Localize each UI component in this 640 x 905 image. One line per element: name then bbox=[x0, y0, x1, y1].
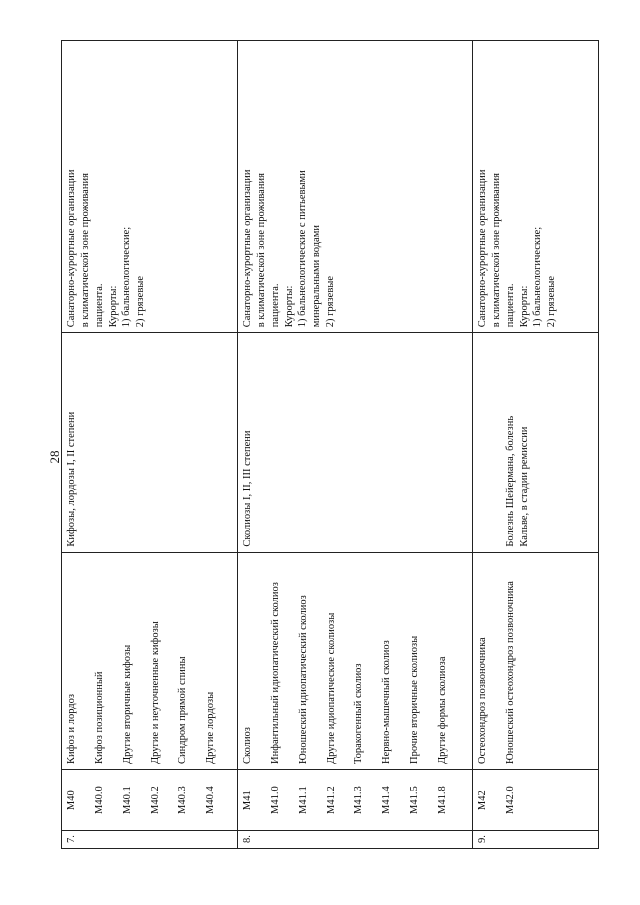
icd-code: M40.1 bbox=[121, 786, 133, 815]
diagnosis-name-cell bbox=[473, 552, 599, 769]
row-number-cell bbox=[473, 831, 599, 849]
line-spacer bbox=[255, 558, 269, 764]
resort-text: в климатической зоне проживания bbox=[79, 173, 91, 328]
line-spacer bbox=[422, 775, 436, 825]
icd-code: M40.2 bbox=[149, 786, 161, 815]
line-spacer bbox=[490, 338, 504, 546]
icd-code: M41.1 bbox=[297, 786, 309, 815]
resort-text: Санаторно-курортные организации bbox=[66, 169, 77, 328]
line-spacer bbox=[162, 558, 176, 764]
condition-text: Кальве, в стадии ремиссии bbox=[518, 426, 530, 547]
condition-cell bbox=[62, 333, 238, 552]
icd-code: M40.3 bbox=[177, 786, 189, 815]
condition-text: Сколиозы I, II, III степени bbox=[242, 430, 253, 547]
line-spacer bbox=[283, 775, 297, 825]
line-spacer bbox=[107, 775, 121, 825]
row-number: 9. bbox=[477, 835, 488, 843]
line-spacer bbox=[135, 775, 149, 825]
resort-text: 2) грязевые bbox=[546, 276, 558, 328]
icd-code-cell bbox=[62, 769, 238, 830]
diagnosis-name: Другие идиопатические сколиозы bbox=[325, 612, 337, 764]
line-spacer bbox=[79, 558, 93, 764]
resort-text: Курорты: bbox=[518, 285, 530, 328]
condition-text: Кифозы, лордозы I, II степени bbox=[66, 411, 77, 547]
line-spacer bbox=[338, 558, 352, 764]
line-spacer bbox=[311, 558, 325, 764]
diagnosis-name: Кифоз и лордоз bbox=[66, 693, 77, 764]
page-number: 28 bbox=[47, 450, 62, 464]
resort-text: пациента. bbox=[269, 283, 281, 328]
diagnosis-name-cell bbox=[238, 552, 473, 769]
line-spacer bbox=[162, 775, 176, 825]
diagnosis-name: Нервно-мышечный сколиоз bbox=[381, 640, 393, 764]
resort-text: в климатической зоне проживания bbox=[490, 173, 502, 328]
condition-text: Болезнь Шейермана, болезнь bbox=[505, 415, 516, 547]
resort-text: 2) грязевые bbox=[325, 276, 337, 328]
line-spacer bbox=[490, 558, 504, 764]
resort-text: Курорты: bbox=[283, 285, 295, 328]
resort-text: в климатической зоне проживания bbox=[255, 173, 267, 328]
table-row bbox=[473, 41, 599, 849]
icd-code: M41.0 bbox=[269, 786, 281, 815]
resort-text: 1) бальнеологические; bbox=[121, 226, 133, 328]
diagnosis-name: Другие и неуточненные кифозы bbox=[149, 621, 161, 764]
diagnosis-name: Другие лордозы bbox=[205, 691, 217, 764]
line-spacer bbox=[283, 558, 297, 764]
diagnosis-name: Юношеский остеохондроз позвоночника bbox=[504, 581, 516, 764]
diagnosis-name: Другие формы сколиоза bbox=[437, 656, 449, 764]
row-number: 8. bbox=[242, 835, 253, 843]
diagnosis-name: Другие вторичные кифозы bbox=[121, 644, 133, 764]
icd-code: M40 bbox=[66, 790, 77, 811]
resort-text: Курорты: bbox=[107, 285, 119, 328]
resort-indications-table bbox=[61, 40, 599, 849]
resort-text: 2) грязевые bbox=[135, 276, 147, 328]
line-spacer bbox=[190, 558, 204, 764]
resort-text: минеральными водами bbox=[311, 225, 323, 328]
line-spacer bbox=[338, 775, 352, 825]
resort-recommendation-cell bbox=[62, 41, 238, 333]
icd-code: M41 bbox=[242, 790, 253, 811]
diagnosis-name: Инфантильный идиопатический сколиоз bbox=[269, 582, 281, 764]
resort-text: пациента. bbox=[504, 283, 516, 328]
line-spacer bbox=[366, 558, 380, 764]
line-spacer bbox=[422, 558, 436, 764]
diagnosis-name: Торакогенный сколиоз bbox=[353, 663, 365, 764]
line-spacer bbox=[79, 775, 93, 825]
icd-code-cell bbox=[473, 769, 599, 830]
table-row bbox=[238, 41, 473, 849]
row-number-cell bbox=[62, 831, 238, 849]
line-spacer bbox=[366, 775, 380, 825]
icd-code-cell bbox=[238, 769, 473, 830]
diagnosis-name: Сколиоз bbox=[242, 727, 253, 764]
icd-code: M42.0 bbox=[504, 786, 516, 815]
row-number-cell bbox=[238, 831, 473, 849]
diagnosis-name: Остеохондроз позвоночника bbox=[477, 637, 488, 764]
line-spacer bbox=[311, 775, 325, 825]
condition-cell bbox=[238, 333, 473, 552]
diagnosis-name-cell bbox=[62, 552, 238, 769]
line-spacer bbox=[107, 558, 121, 764]
line-spacer bbox=[394, 775, 408, 825]
icd-code: M41.3 bbox=[353, 786, 365, 815]
icd-code: M41.8 bbox=[437, 786, 449, 815]
line-spacer bbox=[476, 338, 490, 546]
resort-text: Санаторно-курортные организации bbox=[242, 169, 253, 328]
line-spacer bbox=[135, 558, 149, 764]
icd-code: M40.4 bbox=[205, 786, 217, 815]
resort-text: пациента. bbox=[93, 283, 105, 328]
table-row bbox=[62, 41, 238, 849]
icd-code: M42 bbox=[477, 790, 488, 811]
icd-code: M41.5 bbox=[409, 786, 421, 815]
icd-code: M40.0 bbox=[93, 786, 105, 815]
condition-cell bbox=[473, 333, 599, 552]
resort-text: Санаторно-курортные организации bbox=[477, 169, 488, 328]
diagnosis-name: Синдром прямой спины bbox=[177, 656, 189, 764]
resort-text: 1) бальнеологические; bbox=[532, 226, 544, 328]
resort-recommendation-cell bbox=[238, 41, 473, 333]
document-table-area bbox=[61, 40, 598, 849]
diagnosis-name: Кифоз позиционный bbox=[93, 671, 105, 764]
resort-recommendation-cell bbox=[473, 41, 599, 333]
line-spacer bbox=[190, 775, 204, 825]
resort-text: 1) бальнеологические с питьевыми bbox=[297, 170, 309, 328]
icd-code: M41.2 bbox=[325, 786, 337, 815]
line-spacer bbox=[394, 558, 408, 764]
icd-code: M41.4 bbox=[381, 786, 393, 815]
diagnosis-name: Юношеский идиопатический сколиоз bbox=[297, 595, 309, 764]
row-number: 7. bbox=[66, 835, 77, 843]
diagnosis-name: Прочие вторичные сколиозы bbox=[409, 635, 421, 764]
line-spacer bbox=[490, 775, 504, 825]
line-spacer bbox=[255, 775, 269, 825]
